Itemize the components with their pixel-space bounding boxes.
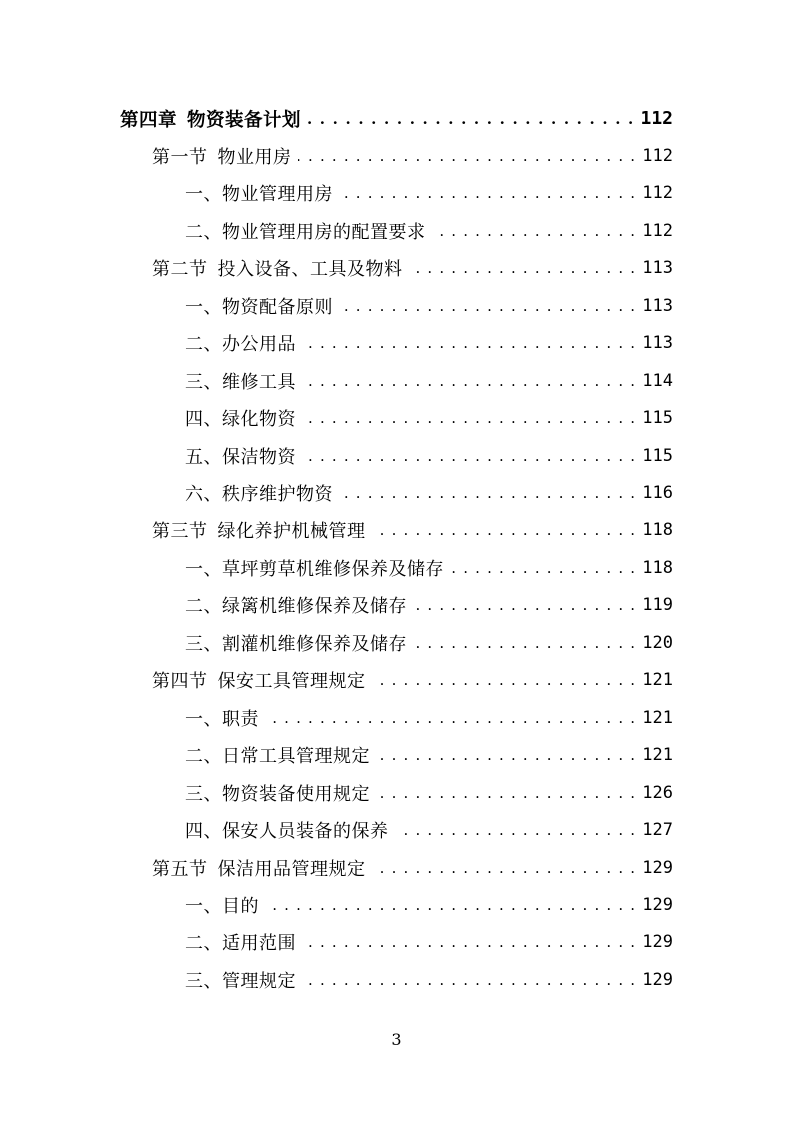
toc-entry-title: 绿篱机维修保养及储存	[222, 596, 407, 618]
toc-page-number: 118	[642, 557, 673, 578]
toc-entry-title: 办公用品	[222, 334, 296, 356]
toc-subsection-entry[interactable]	[185, 737, 673, 774]
toc-page-number: 121	[642, 670, 673, 691]
toc-entry-label	[185, 780, 370, 806]
toc-entry-title: 职责	[222, 708, 259, 730]
toc-entry-prefix: 四、	[185, 409, 222, 431]
toc-entry-label	[185, 368, 296, 394]
toc-entry-prefix: 三、	[185, 783, 222, 805]
toc-leader-dots	[302, 969, 636, 991]
toc-section-entry[interactable]	[152, 512, 673, 549]
toc-subsection-entry[interactable]	[185, 924, 673, 961]
toc-entry-label	[185, 480, 333, 506]
toc-subsection-entry[interactable]	[185, 287, 673, 324]
toc-subsection-entry[interactable]	[185, 587, 673, 624]
toc-leader-dots	[339, 482, 636, 504]
toc-leader-dots	[450, 557, 636, 579]
toc-entry-label	[152, 517, 366, 543]
toc-page-number: 121	[642, 707, 673, 728]
toc-leader-dots	[376, 744, 636, 766]
toc-entry-prefix: 四、	[185, 821, 222, 843]
toc-leader-dots	[339, 295, 636, 317]
toc-entry-label	[185, 705, 259, 731]
toc-entry-prefix: 三、	[185, 371, 222, 393]
toc-section-entry[interactable]	[152, 662, 673, 699]
toc-entry-prefix: 第一节	[152, 146, 208, 168]
toc-entry-prefix: 一、	[185, 184, 222, 206]
toc-entry-label	[185, 330, 296, 356]
toc-entry-prefix: 二、	[185, 746, 222, 768]
toc-entry-label	[185, 929, 296, 955]
toc-leader-dots	[413, 632, 636, 654]
toc-entry-prefix: 第二节	[152, 259, 208, 281]
toc-page-number: 116	[642, 483, 673, 503]
toc-entry-title: 物资装备计划	[187, 109, 302, 131]
toc-section-entry[interactable]	[152, 849, 673, 886]
toc-leader-dots	[409, 257, 637, 279]
toc-entry-prefix: 六、	[185, 484, 222, 505]
toc-page-number: 112	[642, 183, 673, 204]
toc-leader-dots	[265, 707, 636, 729]
toc-page-number: 129	[642, 857, 673, 878]
toc-entry-prefix: 五、	[185, 446, 222, 468]
toc-subsection-entry[interactable]	[185, 774, 673, 811]
toc-page-number: 129	[642, 969, 673, 990]
toc-entry-label	[185, 817, 389, 843]
toc-subsection-entry[interactable]	[185, 812, 673, 849]
toc-entry-label	[185, 443, 296, 469]
toc-page-number: 129	[642, 894, 673, 915]
toc-subsection-entry[interactable]	[185, 437, 673, 474]
toc-subsection-entry[interactable]	[185, 212, 673, 249]
toc-page-number: 112	[642, 220, 673, 241]
toc-page-number: 115	[642, 408, 673, 429]
toc-entry-prefix: 二、	[185, 933, 222, 955]
toc-entry-title: 物业管理用房	[222, 184, 333, 206]
toc-entry-label	[152, 667, 366, 693]
toc-entry-prefix: 第四节	[152, 671, 208, 693]
toc-entry-prefix: 一、	[185, 296, 222, 318]
toc-subsection-entry[interactable]	[185, 175, 673, 212]
toc-entry-title: 保安人员装备的保养	[222, 821, 389, 843]
toc-page-number: 112	[642, 145, 673, 166]
toc-entry-title: 管理规定	[222, 970, 296, 992]
toc-entry-label	[185, 592, 407, 618]
toc-entry-title: 绿化物资	[222, 409, 296, 431]
toc-entry-title: 绿化养护机械管理	[217, 521, 366, 543]
toc-subsection-entry[interactable]	[185, 549, 673, 586]
toc-leader-dots	[302, 370, 636, 392]
toc-section-entry[interactable]	[152, 250, 673, 287]
toc-leader-dots	[395, 819, 637, 841]
toc-entry-label	[185, 405, 296, 431]
toc-page-number: 121	[642, 745, 673, 766]
toc-page-number: 119	[642, 595, 673, 616]
toc-entry-title: 物资配备原则	[222, 296, 333, 318]
toc-entry-prefix: 一、	[185, 895, 222, 917]
toc-page-number: 118	[642, 520, 673, 541]
toc-leader-dots	[302, 931, 636, 953]
toc-subsection-entry[interactable]	[185, 886, 673, 923]
toc-subsection-entry[interactable]	[185, 961, 673, 998]
toc-entry-prefix: 一、	[185, 558, 222, 580]
toc-entry-label	[185, 218, 426, 244]
toc-leader-dots	[265, 894, 636, 916]
toc-subsection-entry[interactable]	[185, 624, 673, 661]
toc-entry-title: 日常工具管理规定	[222, 746, 370, 768]
toc-entry-title: 保洁物资	[222, 446, 296, 468]
toc-subsection-entry[interactable]	[185, 362, 673, 399]
toc-entry-title: 物业管理用房的配置要求	[222, 221, 426, 243]
toc-entry-title: 目的	[222, 895, 259, 917]
toc-leader-dots	[432, 220, 637, 242]
toc-entry-title: 割灌机维修保养及储存	[222, 633, 407, 655]
toc-entry-label	[185, 630, 407, 656]
toc-entry-prefix: 三、	[185, 633, 222, 655]
toc-leader-dots	[307, 108, 634, 130]
toc-entry-label	[185, 967, 296, 993]
toc-page-number: 112	[640, 108, 673, 129]
toc-page-number: 115	[642, 445, 673, 466]
toc-entry-label	[152, 255, 403, 281]
toc-leader-dots	[302, 407, 636, 429]
toc-entry-title: 维修工具	[222, 371, 296, 393]
toc-entry-title: 保洁用品管理规定	[217, 858, 366, 880]
toc-subsection-entry[interactable]	[185, 699, 673, 736]
toc-page-number: 129	[642, 932, 673, 953]
toc-entry-label	[152, 143, 292, 169]
toc-subsection-entry[interactable]	[185, 400, 673, 437]
toc-leader-dots	[339, 182, 636, 204]
toc-entry-title: 适用范围	[222, 933, 296, 955]
toc-entry-prefix: 第三节	[152, 521, 208, 543]
toc-entry-label	[185, 555, 444, 581]
toc-entry-prefix: 一、	[185, 708, 222, 730]
toc-leader-dots	[372, 519, 637, 541]
toc-leader-dots	[376, 782, 636, 804]
toc-entry-title: 秩序维护物资	[222, 484, 333, 505]
toc-leader-dots	[302, 332, 636, 354]
toc-leader-dots	[302, 445, 636, 467]
toc-entry-prefix: 二、	[185, 596, 222, 618]
toc-entry-label	[152, 855, 366, 881]
toc-entry-prefix: 二、	[185, 334, 222, 356]
toc-entry-prefix: 第五节	[152, 858, 208, 880]
toc-leader-dots	[372, 669, 637, 691]
toc-entry-prefix: 第四章	[120, 109, 178, 131]
page-number: 3	[391, 1030, 402, 1049]
toc-entry-title: 草坪剪草机维修保养及储存	[222, 558, 444, 580]
toc-entry-title: 物资装备使用规定	[222, 783, 370, 805]
toc-entry-label	[185, 742, 370, 768]
toc-entry-title: 投入设备、工具及物料	[217, 259, 403, 281]
toc-subsection-entry[interactable]	[185, 325, 673, 362]
toc-page-number: 114	[642, 370, 673, 391]
toc-entry-title: 保安工具管理规定	[217, 671, 366, 693]
toc-section-entry[interactable]	[152, 137, 673, 174]
toc-leader-dots	[372, 857, 637, 879]
toc-page-number: 113	[642, 333, 673, 354]
toc-entry-label	[185, 180, 333, 206]
toc-entry-label	[185, 293, 333, 319]
toc-entry-label	[120, 106, 301, 132]
toc-chapter-entry[interactable]	[120, 100, 673, 137]
toc-page-number: 113	[642, 295, 673, 316]
toc-page-number: 127	[642, 820, 673, 841]
toc-entry-prefix: 二、	[185, 221, 222, 243]
toc-entry-prefix: 三、	[185, 970, 222, 992]
toc-leader-dots	[413, 594, 636, 616]
toc-subsection-entry[interactable]	[185, 475, 673, 512]
toc-page-number: 120	[642, 632, 673, 653]
toc-leader-dots	[298, 145, 637, 167]
toc-entry-title: 物业用房	[217, 146, 292, 168]
toc-entry-label	[185, 892, 259, 918]
toc-page-number: 126	[642, 782, 673, 803]
toc-page-number: 113	[642, 258, 673, 279]
